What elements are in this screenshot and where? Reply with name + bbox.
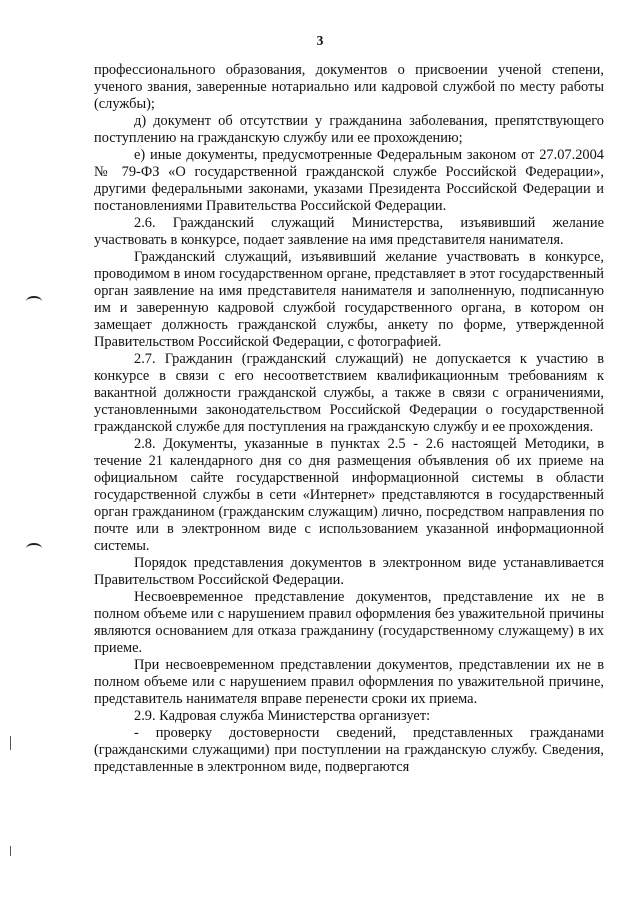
paragraph: Гражданский служащий, изъявивший желание участвовать в конкурсе, проводимом в ином государственном органе, представляет в этот государственный орган заявление на имя представителя нанимателя и заполненную, подписанную им и заверенную кадровой службой государственного органа, в котором он замещает должность гражданской службы, анкету по форме, утвержденной Правительством Российской Федерации, с фотографией.: [94, 249, 604, 350]
scan-artifact-line: [10, 846, 11, 856]
paragraph: При несвоевременном представлении документов, представлении их не в полном объеме или с нарушением правил оформления по уважительной причине, представитель нанимателя вправе перенести сроки их приема.: [94, 657, 604, 707]
paragraph: е) иные документы, предусмотренные Федеральным законом от 27.07.2004 № 79-ФЗ «О государственной гражданской службе Российской Федерации», другими федеральными законами, указами Президента Российской Федерации и постановлениями Правительства Российской Федерации.: [94, 147, 604, 214]
document-body: [94, 62, 604, 776]
paragraph: профессионального образования, документов о присвоении ученой степени, ученого звания, заверенные нотариально или кадровой службой по месту работы (службы);: [94, 62, 604, 112]
paragraph: Несвоевременное представление документов, представление их не в полном объеме или с нарушением правил оформления без уважительной причины являются основанием для отказа гражданину (государственному служащему) в их приеме.: [94, 589, 604, 656]
paragraph: - проверку достоверности сведений, представленных гражданами (гражданскими служащими) при поступлении на гражданскую службу. Сведения, представленные в электронном виде, подвергаются: [94, 725, 604, 775]
scan-artifact-line: [10, 736, 11, 750]
page-number: 3: [316, 33, 324, 48]
paragraph: 2.8. Документы, указанные в пунктах 2.5 - 2.6 настоящей Методики, в течение 21 календарного дня со дня размещения объявления об их приеме на официальном сайте государственной информационной системы в области государственной службы в сети «Интернет» представляются в государственный орган гражданином (гражданским служащим) лично, посредством направления по почте или в электронном виде с использованием указанной информационной системы.: [94, 436, 604, 554]
punch-hole-mark: [26, 543, 42, 554]
paragraph: 2.9. Кадровая служба Министерства организует:: [134, 708, 431, 724]
punch-hole-mark: [26, 296, 42, 307]
paragraph: д) документ об отсутствии у гражданина заболевания, препятствующего поступлению на гражданскую службу или ее прохождению;: [94, 113, 604, 146]
paragraph: Порядок представления документов в электронном виде устанавливается Правительством Российской Федерации.: [94, 555, 604, 588]
paragraph: 2.6. Гражданский служащий Министерства, изъявивший желание участвовать в конкурсе, подает заявление на имя представителя нанимателя.: [94, 215, 604, 248]
paragraph: 2.7. Гражданин (гражданский служащий) не допускается к участию в конкурсе в связи с его несоответствием квалификационным требованиям к вакантной должности гражданской службы, а также в связи с ограничениями, установленными законодательством Российской Федерации о государственной гражданской службе для поступления на гражданскую службу и ее прохождения.: [94, 351, 604, 435]
